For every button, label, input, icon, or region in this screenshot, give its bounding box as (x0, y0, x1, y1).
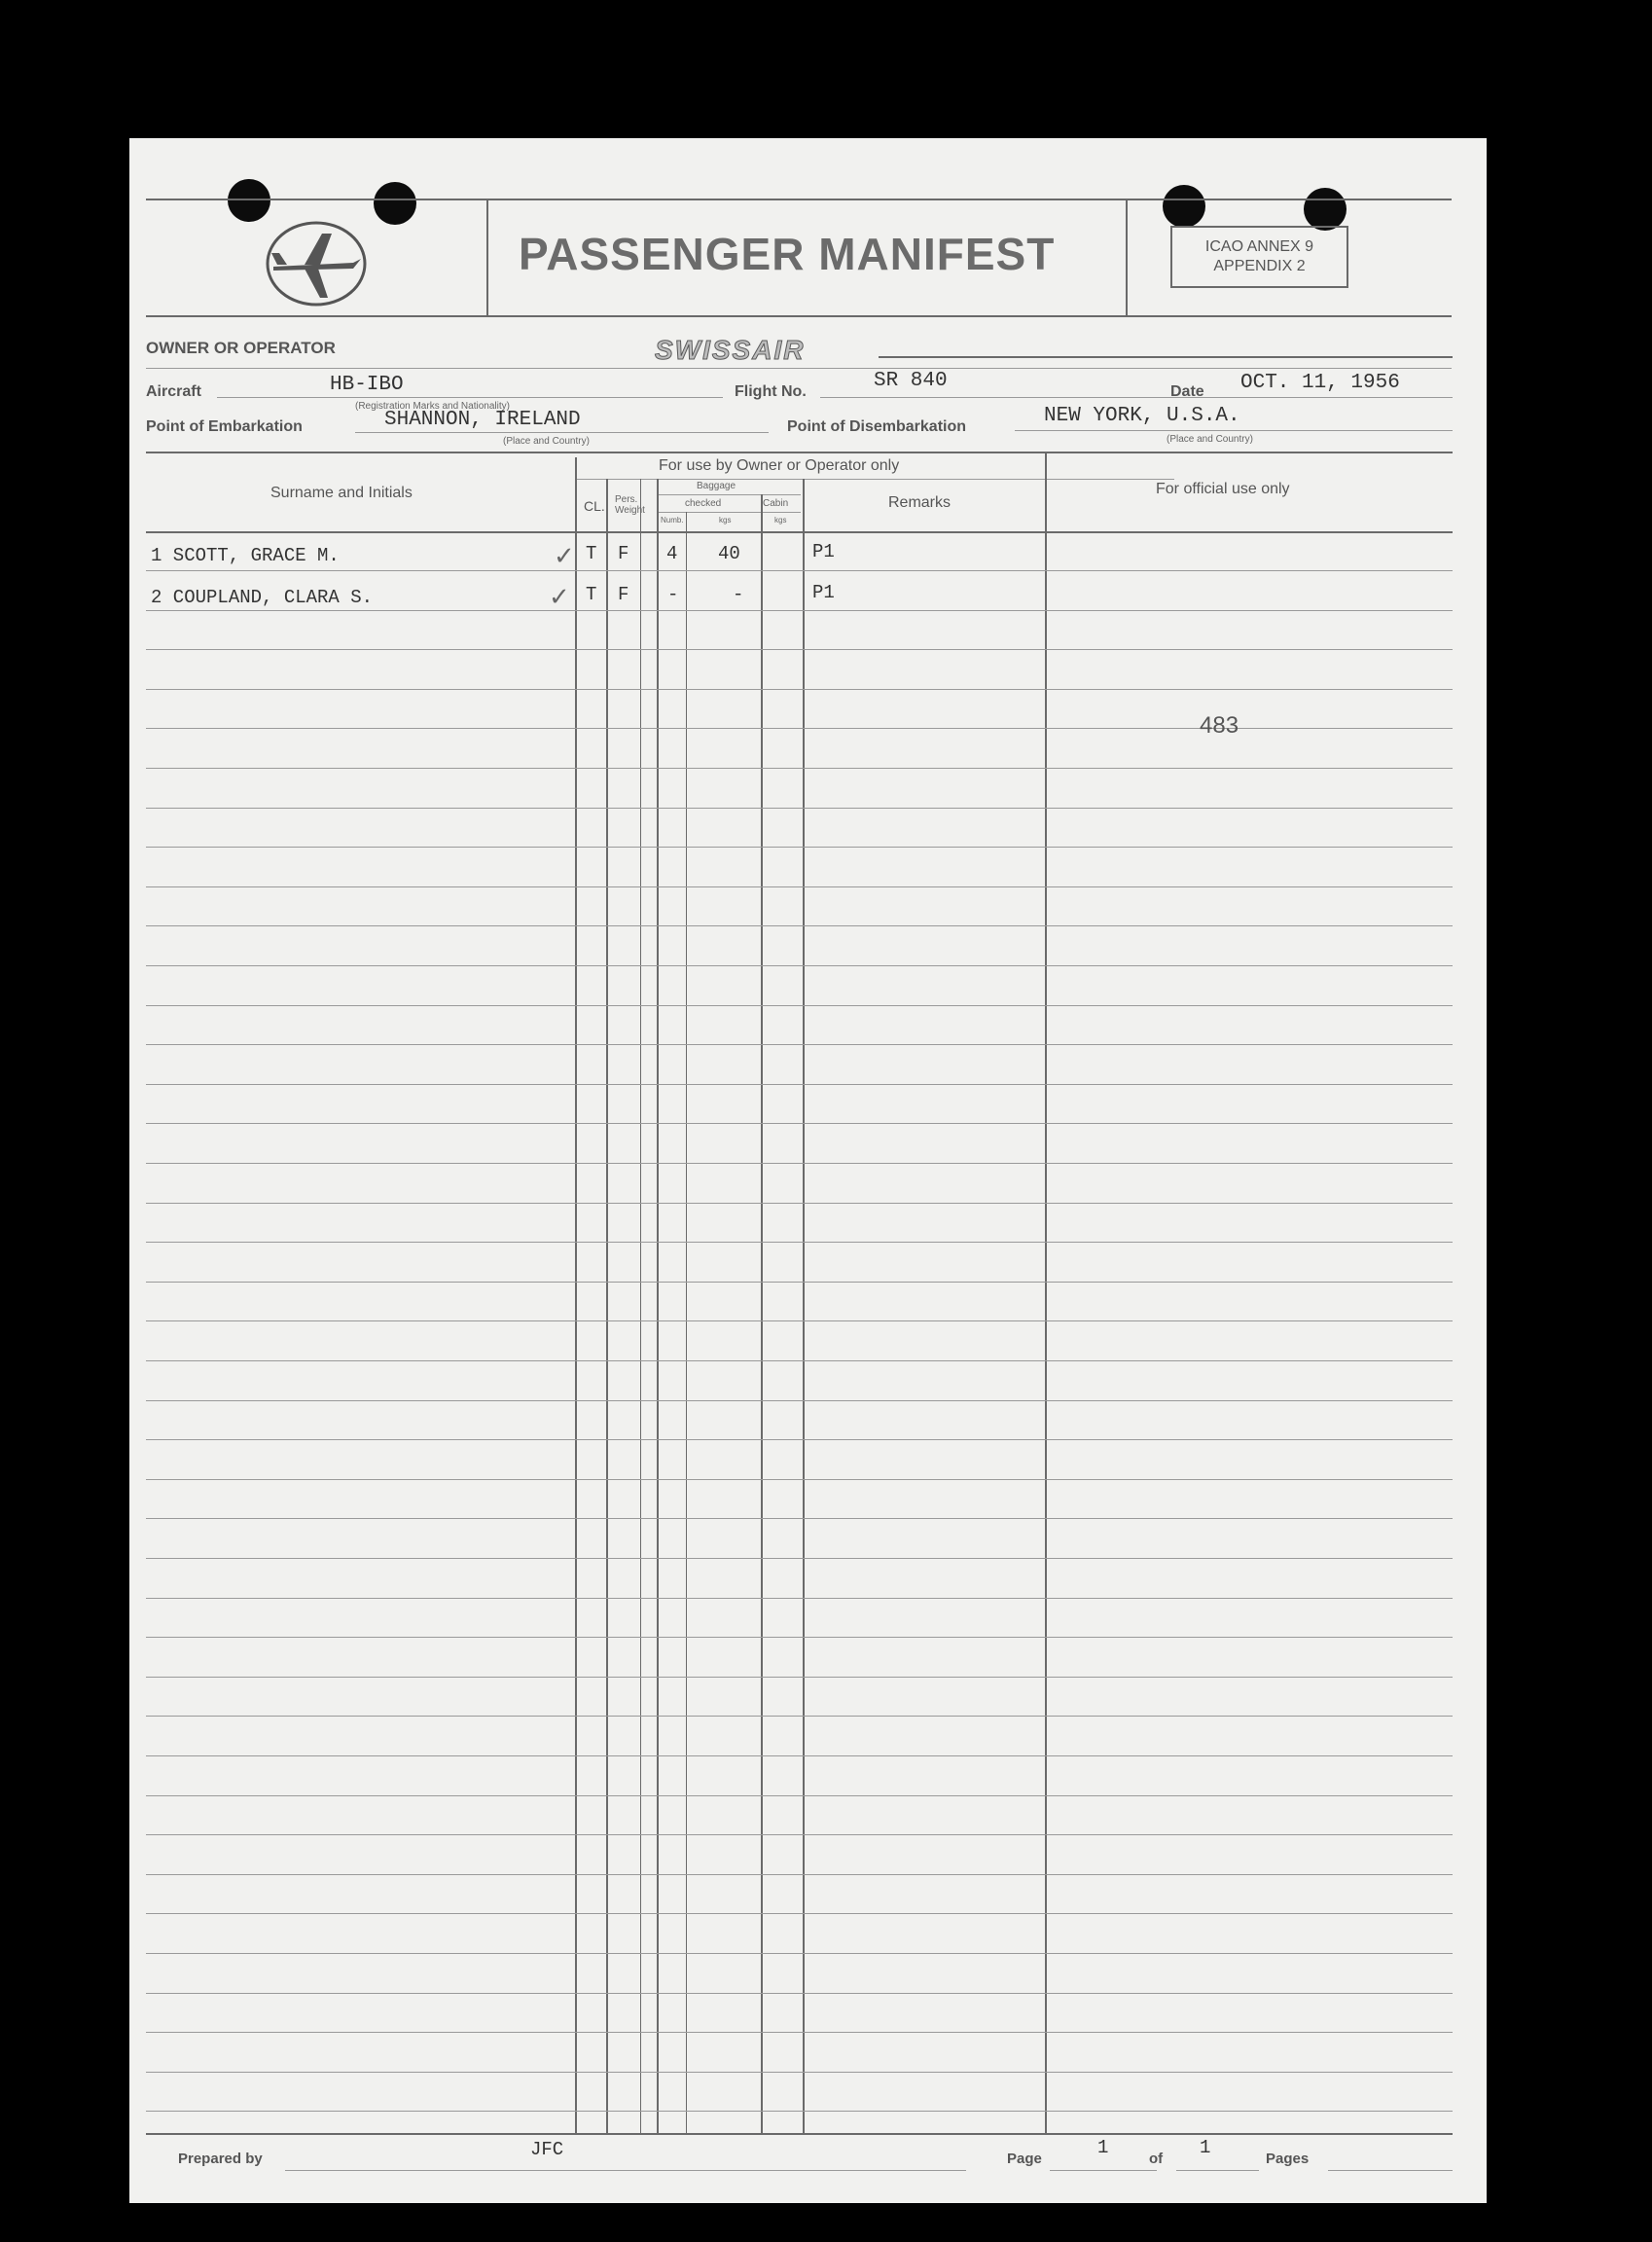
ruled-line (146, 1874, 1453, 1875)
passenger-name: 2 COUPLAND, CLARA S. (151, 587, 374, 608)
owner-label: OWNER OR OPERATOR (146, 339, 336, 357)
ruled-line (146, 1084, 1453, 1085)
baggage-kgs: - (733, 584, 744, 605)
aircraft-value: HB-IBO (330, 374, 404, 396)
cl-header: CL. (584, 498, 605, 514)
checkmark-icon: ✓ (549, 582, 570, 611)
ruled-line (146, 1716, 1453, 1717)
ruled-line (146, 1242, 1453, 1243)
prepared-by-value: JFC (530, 2139, 564, 2160)
ruled-line (146, 1637, 1453, 1638)
embarkation-caption: (Place and Country) (503, 436, 590, 447)
ruled-line (146, 1518, 1453, 1519)
prepared-by-label: Prepared by (178, 2151, 263, 2167)
embarkation-label: Point of Embarkation (146, 418, 303, 435)
ruled-line (146, 1439, 1453, 1440)
ruled-line (146, 1400, 1453, 1401)
ruled-line (146, 808, 1453, 809)
ruled-line (146, 1677, 1453, 1678)
ruled-line (146, 1834, 1453, 1835)
ruled-line (146, 2072, 1453, 2073)
punch-hole (228, 179, 270, 222)
ruled-line (146, 728, 1453, 729)
remarks-header: Remarks (888, 494, 952, 511)
pers-weight-header: Pers. Weight (615, 494, 645, 516)
ruled-line (146, 2111, 1453, 2112)
page-label: Page (1007, 2151, 1042, 2167)
punch-hole (1163, 185, 1205, 228)
passenger-remarks: P1 (812, 582, 835, 603)
aircraft-caption: (Registration Marks and Nationality) (355, 401, 510, 412)
ruled-line (146, 2032, 1453, 2033)
aircraft-label: Aircraft (146, 383, 201, 400)
passenger-name: 1 SCOTT, GRACE M. (151, 545, 340, 566)
ruled-line (146, 610, 1453, 611)
ruled-line (146, 1044, 1453, 1045)
passenger-class: T (586, 543, 597, 564)
punch-hole (374, 182, 416, 225)
icao-reference-box (1170, 226, 1348, 288)
airplane-logo-icon (264, 220, 369, 307)
punch-hole (1304, 188, 1347, 231)
ruled-line (146, 847, 1453, 848)
passenger-class: T (586, 584, 597, 605)
form-title: PASSENGER MANIFEST (519, 229, 1056, 279)
passenger-weight: F (618, 543, 629, 564)
kgs-header: kgs (719, 516, 732, 524)
operator-use-header: For use by Owner or Operator only (659, 457, 900, 474)
baggage-kgs: 40 (718, 543, 740, 564)
baggage-number: - (667, 584, 679, 605)
official-note: 483 (1200, 712, 1239, 739)
embarkation-value: SHANNON, IRELAND (384, 409, 581, 431)
ruled-line (146, 1005, 1453, 1006)
page-number: 1 (1097, 2137, 1109, 2158)
ruled-line (146, 965, 1453, 966)
ruled-line (146, 1203, 1453, 1204)
ruled-line (146, 886, 1453, 887)
cabin-kgs-header: kgs (774, 516, 787, 524)
ruled-line (146, 1163, 1453, 1164)
date-value: OCT. 11, 1956 (1240, 372, 1400, 394)
baggage-header: Baggage (697, 481, 736, 491)
disembarkation-label: Point of Disembarkation (787, 418, 967, 435)
ruled-line (146, 1558, 1453, 1559)
ruled-line (146, 1479, 1453, 1480)
ruled-line (146, 1598, 1453, 1599)
of-label: of (1149, 2151, 1164, 2167)
cabin-header: Cabin (763, 498, 789, 509)
ruled-line (146, 1913, 1453, 1914)
pages-label: Pages (1266, 2151, 1310, 2167)
date-label: Date (1170, 383, 1204, 400)
page-total: 1 (1200, 2137, 1211, 2158)
ruled-line (146, 768, 1453, 769)
owner-value: SWISSAIR (655, 335, 806, 365)
ruled-line (146, 649, 1453, 650)
ruled-line (146, 1282, 1453, 1283)
checkmark-icon: ✓ (554, 541, 575, 570)
ruled-line (146, 689, 1453, 690)
checked-header: checked (685, 498, 722, 509)
passenger-remarks: P1 (812, 541, 835, 562)
ruled-line (146, 925, 1453, 926)
official-use-header: For official use only (1156, 481, 1290, 497)
flight-label: Flight No. (735, 383, 807, 400)
surname-header: Surname and Initials (270, 485, 413, 501)
ruled-line (146, 1953, 1453, 1954)
ruled-line (146, 1320, 1453, 1321)
icao-line2: APPENDIX 2 (1213, 258, 1306, 274)
ruled-line (146, 570, 1453, 571)
manifest-sheet (129, 138, 1487, 2203)
baggage-number: 4 (666, 543, 678, 564)
ruled-line (146, 1993, 1453, 1994)
icao-line1: ICAO ANNEX 9 (1204, 238, 1314, 255)
ruled-line (146, 1795, 1453, 1796)
disembarkation-caption: (Place and Country) (1167, 434, 1253, 445)
numb-header: Numb. (661, 516, 684, 524)
passenger-weight: F (618, 584, 629, 605)
flight-value: SR 840 (874, 370, 948, 392)
ruled-line (146, 1360, 1453, 1361)
ruled-line (146, 1755, 1453, 1756)
ruled-line (146, 1123, 1453, 1124)
disembarkation-value: NEW YORK, U.S.A. (1044, 405, 1240, 427)
